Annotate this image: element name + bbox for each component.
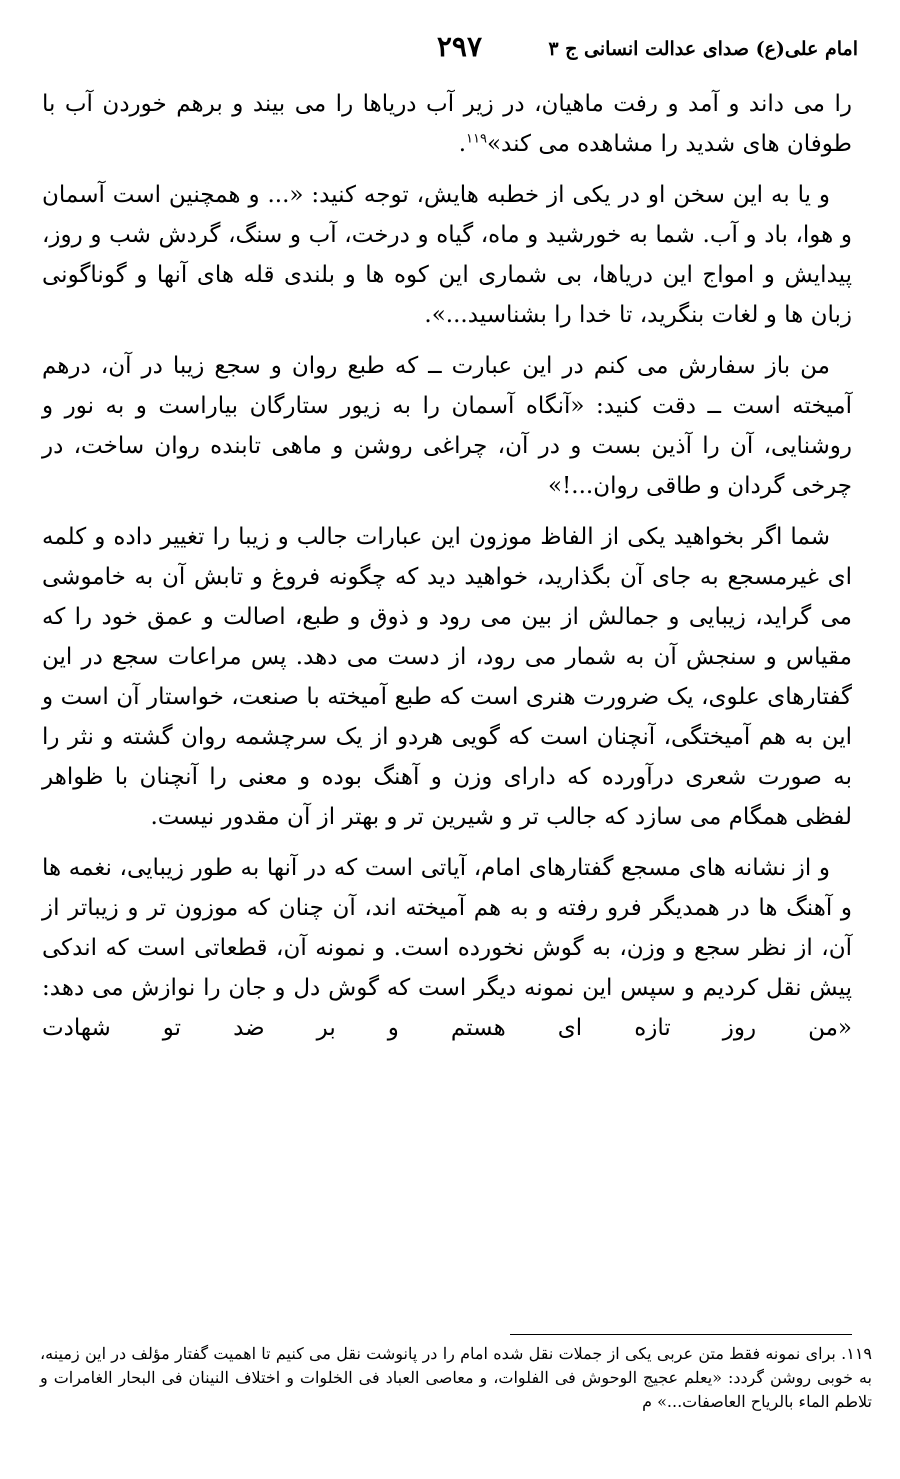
paragraph-1-text: را می داند و آمد و رفت ماهیان، در زیر آب دریاها را می بیند و برهم خوردن آب با طوفان های شدید را مشاهده می کند» bbox=[42, 91, 852, 157]
paragraph-3: من باز سفارش می کنم در این عبارت ــ که طبع روان و سجع زیبا در آن، درهم آمیخته است ــ دقت کنید: «آنگاه آسمان را به زیور ستارگان بیاراست و به نور و روشنایی، آن را آذین بست و در آن، چراغی روشن و ماهی تابنده روان ساخت، در چرخی گردان و طاقی روان...!» bbox=[42, 353, 852, 499]
paragraph-1-end: . bbox=[458, 131, 467, 157]
footnotes bbox=[40, 1342, 872, 1414]
page-header bbox=[40, 30, 858, 70]
paragraph-1 bbox=[42, 84, 852, 164]
page-number: ۲۹۷ bbox=[436, 30, 482, 63]
running-title: امام علی(ع) صدای عدالت انسانی ج ۳ bbox=[548, 38, 858, 60]
footnote-divider bbox=[510, 1334, 852, 1335]
paragraph-4: شما اگر بخواهید یکی از الفاظ موزون این عبارات جالب و زیبا را تغییر داده و کلمه ای غیرمسجع به جای آن بگذارید، خواهید دید که چگونه فروغ و تابش آن به خاموشی می گراید، زیبایی و جمالش از بین می رود و ذوق و طبع، اصالت و عمق خود را که مقیاس و سنجش آن به شمار می رود، از دست می دهد. پس مراعات سجع در این گفتارهای علوی، یک ضرورت هنری است که طبع آمیخته با صنعت، خواستار آن است و این به هم آمیختگی، آنچنان است که گویی هردو از یک سرچشمه روان گشته و نثر را به صورت شعری درآورده که دارای وزن و آهنگ بوده و معنی را آنچنان با ظواهر لفظی همگام می سازد که جالب تر و شیرین تر و بهتر از آن مقدور نیست. bbox=[42, 524, 852, 830]
footnote-119: ۱۱۹. برای نمونه فقط متن عربی یکی از جملات نقل شده امام را در پانوشت نقل می کنیم تا اهمیت گفتار مؤلف در این زمینه، به خوبی روشن گردد: «یعلم عجیج الوحوش فی الفلوات، و معاصی العباد فی الخلوات و اختلاف النینان فی البحار الغامرات و تلاطم الماء بالریاح العاصفات...» م bbox=[40, 1344, 872, 1411]
body-text bbox=[42, 84, 852, 1048]
footnote-reference[interactable]: ۱۱۹ bbox=[466, 131, 487, 147]
paragraph-2: و یا به این سخن او در یکی از خطبه هایش، توجه کنید: «... و همچنین است آسمان و هوا، باد و آب. شما به خورشید و ماه، گیاه و درخت، آب و سنگ، گردش شب و روز، پیدایش و امواج این دریاها، بی شماری این کوه ها و بلندی قله های آنها و گوناگونی زبان ها و لغات بنگرید، تا خدا را بشناسید...». bbox=[42, 182, 852, 328]
paragraph-5: و از نشانه های مسجع گفتارهای امام، آیاتی است که در آنها به طور زیبایی، نغمه ها و آهنگ ها در همدیگر فرو رفته و به هم آمیخته اند، آن چنان که موزون تر و زیباتر از آن، از نظر سجع و وزن، به گوش نخورده است. و نمونه آن، قطعاتی است که اندکی پیش نقل کردیم و سپس این نمونه دیگر است که گوش دل و جان را نوازش می دهد: «من روز تازه ای هستم و بر ضد تو شهادت bbox=[42, 855, 852, 1041]
